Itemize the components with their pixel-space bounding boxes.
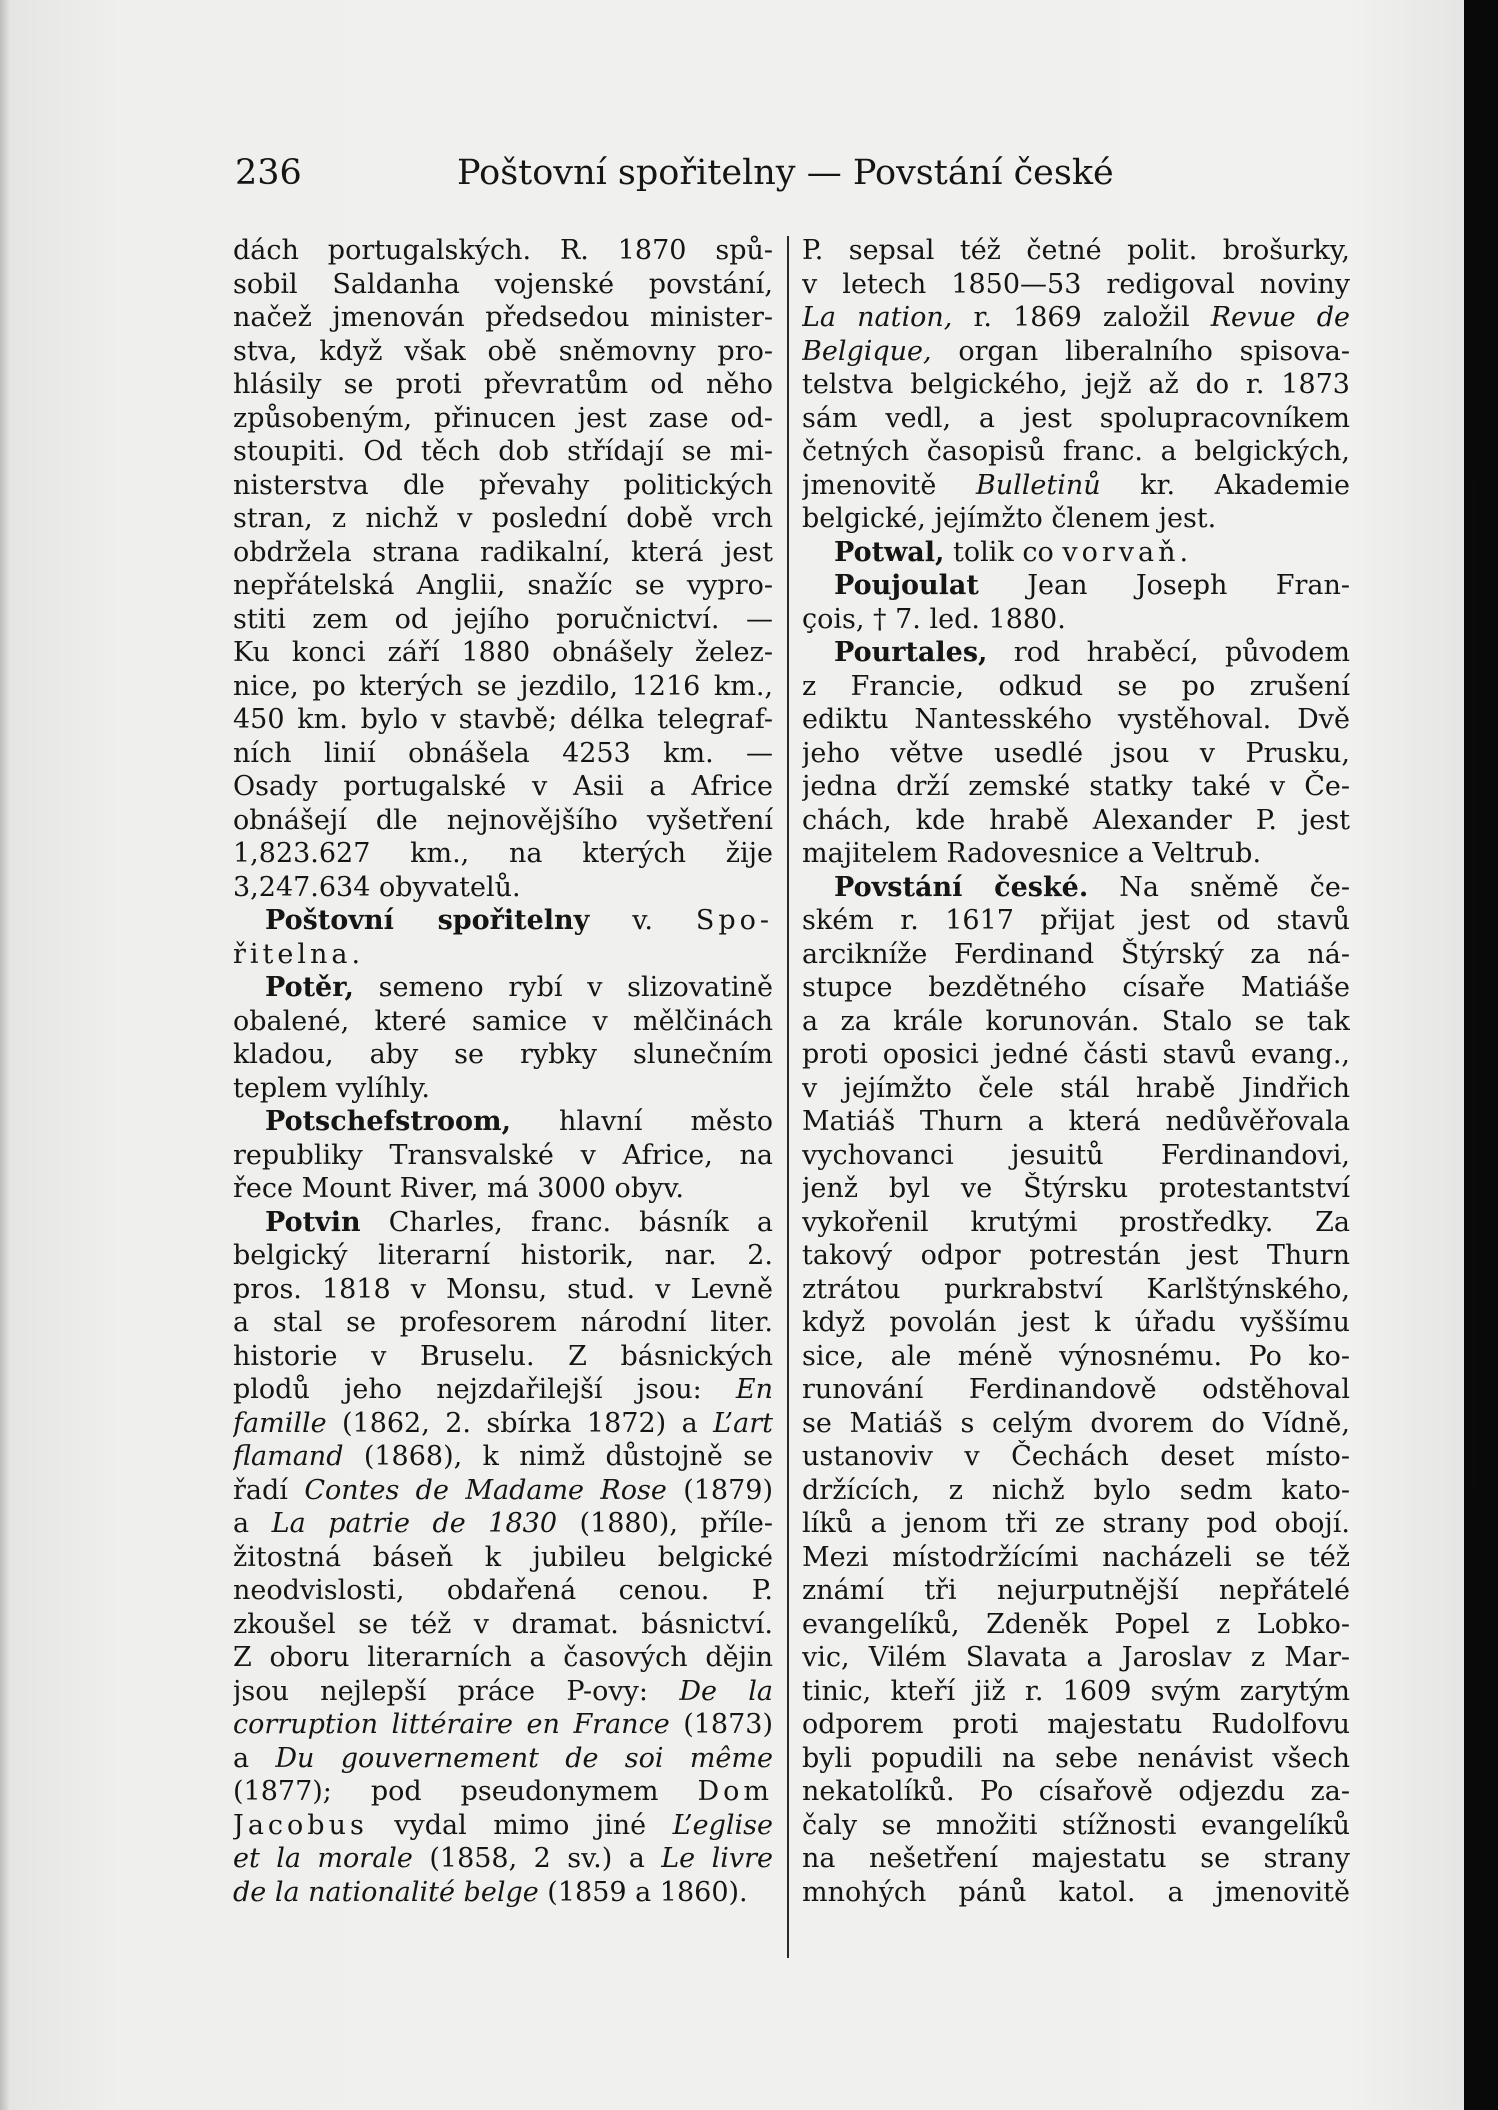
text-segment: Spo- <box>695 905 773 936</box>
text-segment: stva, když však obě sněmovny pro- <box>233 335 773 367</box>
text-segment: tinic, kteří již r. 1609 svým zarytým <box>802 1675 1350 1707</box>
text-segment: runování Ferdinandově odstěhoval <box>802 1374 1350 1405</box>
text-segment: nisterstva dle převahy politických <box>233 469 773 501</box>
text-segment: odporem proti majestatu Rudolfovu <box>802 1709 1350 1740</box>
text-segment: ediktu Nantesského vystěhoval. Dvě <box>802 704 1350 735</box>
entry-headword: Poštovní spořitelny <box>265 905 590 936</box>
text-line <box>802 737 1350 771</box>
right-column <box>802 234 1350 1909</box>
text-line <box>233 1541 773 1575</box>
text-line <box>233 1206 773 1240</box>
text-line <box>233 1273 773 1307</box>
text-line <box>802 1507 1350 1541</box>
text-segment: Charles, franc. básník a <box>360 1206 773 1238</box>
text-line <box>233 234 773 268</box>
text-line <box>802 971 1350 1005</box>
text-segment: ském r. 1617 přijat jest od stavů <box>802 905 1350 936</box>
text-segment: stran, z nichž v poslední době vrch <box>233 503 773 534</box>
text-line <box>233 1005 773 1039</box>
entry-headword: Potschefstroom, <box>265 1106 512 1137</box>
text-line <box>802 1541 1350 1575</box>
text-segment: tolik co <box>944 536 1063 568</box>
text-line <box>802 268 1350 302</box>
text-segment: jenž byl ve Štýrsku protestantství <box>802 1173 1350 1204</box>
text-line <box>233 636 773 670</box>
text-line <box>233 469 773 503</box>
text-segment: v. <box>589 905 696 936</box>
text-segment: proti oposici jedné části stavů evang., <box>802 1039 1350 1070</box>
text-segment: belgické, jejímžto členem jest. <box>802 503 1217 534</box>
text-segment: teplem vylíhly. <box>233 1072 430 1104</box>
text-line <box>233 904 773 938</box>
text-segment: Revue de <box>1210 302 1350 333</box>
text-line <box>802 335 1350 369</box>
text-line <box>233 368 773 402</box>
text-line <box>233 837 773 871</box>
text-segment: republiky Transvalské v Africe, na <box>233 1139 773 1171</box>
scan-border-right <box>1464 0 1498 2110</box>
text-line <box>802 1005 1350 1039</box>
text-segment: vychovanci jesuitů Ferdinandovi, <box>802 1139 1350 1171</box>
text-segment: plodů jeho nejzdařilejší jsou: <box>233 1374 736 1405</box>
text-line <box>802 636 1350 670</box>
text-segment: Bulletinů <box>975 469 1101 501</box>
text-segment: držících, z nichž bylo sedm kato- <box>802 1474 1350 1506</box>
text-segment: (1873) <box>669 1709 773 1740</box>
text-segment: sobil Saldanha vojenské povstání, <box>233 268 773 300</box>
text-segment: Belgique, <box>802 335 932 367</box>
text-line <box>802 1608 1350 1642</box>
text-segment: způsobeným, přinucen jest zase od- <box>233 402 773 434</box>
text-line <box>802 1273 1350 1307</box>
text-segment: (1879) <box>666 1474 773 1506</box>
text-line <box>233 268 773 302</box>
text-segment: (1858, 2 sv.) a <box>412 1843 662 1874</box>
text-line <box>233 502 773 536</box>
text-segment: hlásily se proti převratům od něho <box>233 369 773 400</box>
text-line <box>233 402 773 436</box>
text-segment: v letech 1850—53 redigoval noviny <box>802 268 1350 300</box>
text-segment: çois, † 7. led. 1880. <box>802 603 1066 635</box>
text-line <box>233 1742 773 1776</box>
text-segment: obnášejí dle nejnovějšího vyšetření <box>233 804 773 836</box>
text-segment: obdržela strana radikalní, která jest <box>233 536 773 568</box>
text-line <box>233 1608 773 1642</box>
text-line <box>233 737 773 771</box>
text-line <box>233 1440 773 1474</box>
text-line <box>802 703 1350 737</box>
entry-headword: Potwal, <box>834 536 945 568</box>
text-line <box>233 871 773 905</box>
text-segment: L’art <box>713 1407 773 1439</box>
text-segment: stupce bezdětného císaře Matiáše <box>802 972 1350 1003</box>
text-line <box>233 1675 773 1709</box>
text-line <box>233 301 773 335</box>
text-line <box>802 1641 1350 1675</box>
text-line <box>233 1641 773 1675</box>
text-line <box>233 1574 773 1608</box>
text-segment: Osady portugalské v Asii a Africe <box>233 771 773 802</box>
text-line <box>233 1340 773 1374</box>
text-segment: Ku konci září 1880 obnášely želez- <box>233 637 773 668</box>
text-segment: sice, ale méně výnosnému. Po ko- <box>802 1340 1350 1372</box>
text-segment: semeno rybí v slizovatině <box>353 972 773 1003</box>
text-segment: de la nationalité belge <box>233 1876 539 1908</box>
text-line <box>802 1574 1350 1608</box>
text-segment: na nešetření majestatu se strany <box>802 1843 1350 1874</box>
text-segment: De la <box>679 1675 773 1707</box>
text-segment: telstva belgického, jejž až do r. 1873 <box>802 369 1350 400</box>
text-segment: flamand <box>233 1441 344 1472</box>
text-segment: se Matiáš s celým dvorem do Vídně, <box>802 1407 1350 1439</box>
text-segment: Dom <box>697 1776 773 1807</box>
text-line <box>233 1072 773 1106</box>
text-line <box>802 569 1350 603</box>
text-line <box>802 1708 1350 1742</box>
text-segment: La nation, <box>802 302 953 333</box>
text-line <box>233 1809 773 1843</box>
entry-headword: Poujoulat <box>834 570 979 601</box>
text-segment: pros. 1818 v Monsu, stud. v Levně <box>233 1273 773 1305</box>
text-segment: známí tři nejurputnější nepřátelé <box>802 1575 1350 1606</box>
text-segment: kr. Akademie <box>1100 469 1350 501</box>
text-line <box>802 1675 1350 1709</box>
text-line <box>233 804 773 838</box>
text-segment: vic, Vilém Slavata a Jaroslav z Mar- <box>802 1642 1350 1673</box>
text-line <box>802 234 1350 268</box>
text-segment: (1877); pod pseudonymem <box>233 1776 698 1807</box>
text-segment: načež jmenován předsedou minister- <box>233 302 773 333</box>
text-segment: jmenovitě <box>802 469 976 501</box>
text-segment: jsou nejlepší práce P-ovy: <box>233 1675 680 1707</box>
text-segment: žitostná báseň k jubileu belgické <box>233 1541 773 1573</box>
text-segment: a <box>233 1742 276 1774</box>
text-line <box>233 335 773 369</box>
text-line <box>802 1306 1350 1340</box>
text-segment: L’eglise <box>672 1809 773 1841</box>
text-segment: Le livre <box>661 1843 773 1874</box>
text-line <box>233 1306 773 1340</box>
text-line <box>802 1440 1350 1474</box>
text-line <box>233 1775 773 1809</box>
text-segment: organ liberalního spisova- <box>931 335 1350 367</box>
text-line <box>233 1172 773 1206</box>
text-segment: kladou, aby se rybky slunečním <box>233 1039 773 1070</box>
left-column <box>233 234 773 1909</box>
text-line <box>802 301 1350 335</box>
text-segment: hlavní město <box>511 1106 773 1137</box>
text-segment: řadí <box>233 1474 305 1506</box>
text-segment: řece Mount River, má 3000 obyv. <box>233 1173 684 1204</box>
text-line <box>802 770 1350 804</box>
text-line <box>802 1038 1350 1072</box>
text-line <box>802 502 1350 536</box>
text-segment: takový odpor potrestán jest Thurn <box>802 1240 1350 1271</box>
text-line <box>233 1474 773 1508</box>
text-line <box>233 536 773 570</box>
text-line <box>233 670 773 704</box>
margin-pen-mark <box>1472 480 1476 1490</box>
text-line <box>802 938 1350 972</box>
text-line <box>233 770 773 804</box>
text-segment: z Francie, odkud se po zrušení <box>802 670 1350 702</box>
text-segment: En <box>735 1374 773 1405</box>
text-segment: sám vedl, a jest spolupracovníkem <box>802 402 1350 434</box>
text-line <box>802 1809 1350 1843</box>
text-line <box>233 1105 773 1139</box>
text-segment: a stal se profesorem národní liter. <box>233 1307 773 1338</box>
text-segment: Na sněmě če- <box>1088 871 1350 903</box>
text-segment: belgický literarní historik, nar. 2. <box>233 1240 773 1271</box>
text-segment: neodvislosti, obdařená cenou. P. <box>233 1575 773 1606</box>
text-segment: majitelem Radovesnice a Veltrub. <box>802 838 1262 869</box>
text-segment: ních linií obnášela 4253 km. — <box>233 737 773 769</box>
text-line <box>233 703 773 737</box>
page-header <box>235 148 1155 198</box>
text-segment: vydal mimo jiné <box>367 1809 673 1841</box>
text-segment: P. sepsal též četné polit. brošurky, <box>802 235 1350 266</box>
text-segment: 450 km. bylo v stavbě; délka telegraf- <box>233 704 773 735</box>
text-segment: (1880), příle- <box>557 1508 773 1539</box>
text-line <box>233 971 773 1005</box>
text-line <box>802 1072 1350 1106</box>
text-line <box>802 1775 1350 1809</box>
entry-headword: Potvin <box>265 1206 361 1238</box>
text-line <box>802 1474 1350 1508</box>
text-segment: et la morale <box>233 1843 413 1874</box>
text-line <box>233 1507 773 1541</box>
text-line <box>802 435 1350 469</box>
text-segment: nepřátelská Anglii, snažíc se vypro- <box>233 570 773 601</box>
text-line <box>802 1407 1350 1441</box>
page-number: 236 <box>235 153 302 193</box>
text-line <box>802 1139 1350 1173</box>
text-segment: jedna drží zemské statky také v Če- <box>802 771 1350 802</box>
text-segment: nice, po kterých se jezdilo, 1216 km., <box>233 670 773 702</box>
text-line <box>233 1373 773 1407</box>
text-line <box>802 1105 1350 1139</box>
text-segment: r. 1869 založil <box>952 302 1211 333</box>
text-segment: Contes de Madame Rose <box>304 1474 667 1506</box>
text-segment: zkoušel se též v dramat. básnictví. <box>233 1608 773 1640</box>
text-segment: a <box>233 1508 272 1539</box>
text-line <box>802 904 1350 938</box>
text-line <box>802 1742 1350 1776</box>
text-line <box>802 368 1350 402</box>
running-title: Poštovní spořitelny — Povstání české <box>457 153 1114 193</box>
text-segment: ztrátou purkrabství Karlštýnského, <box>802 1273 1350 1305</box>
text-line <box>802 603 1350 637</box>
text-segment: arcikníže Ferdinand Štýrský za ná- <box>802 938 1350 970</box>
text-segment: v jejímžto čele stál hrabě Jindřich <box>802 1072 1350 1104</box>
text-line <box>802 1842 1350 1876</box>
text-segment: chách, kde hrabě Alexander P. jest <box>802 804 1350 836</box>
text-line <box>233 1876 773 1910</box>
text-line <box>233 1407 773 1441</box>
text-segment: La patrie de 1830 <box>271 1508 557 1539</box>
text-line <box>802 1239 1350 1273</box>
text-line <box>802 536 1350 570</box>
text-segment: jeho větve usedlé jsou v Prusku, <box>802 737 1350 769</box>
text-line <box>802 804 1350 838</box>
text-segment: 1,823.627 km., na kterých žije <box>233 838 773 869</box>
text-segment: 3,247.634 obyvatelů. <box>233 871 521 903</box>
text-segment: (1859 a 1860). <box>538 1876 748 1908</box>
text-segment: vorvaň. <box>1062 536 1193 568</box>
text-line <box>802 402 1350 436</box>
text-segment: když povolán jest k úřadu vyššímu <box>802 1307 1350 1338</box>
text-segment: čaly se množiti stížnosti evangelíků <box>802 1809 1350 1841</box>
text-line <box>802 1876 1350 1910</box>
text-segment: Jacobus <box>233 1809 368 1841</box>
text-segment: četných časopisů franc. a belgických, <box>802 436 1350 467</box>
text-segment: rod hraběcí, původem <box>987 637 1350 668</box>
text-line <box>802 871 1350 905</box>
text-segment: dách portugalských. R. 1870 spů- <box>233 235 773 266</box>
text-segment: a za krále korunován. Stalo se tak <box>802 1005 1350 1037</box>
text-line <box>802 670 1350 704</box>
text-segment: corruption littéraire en France <box>233 1709 670 1740</box>
entry-headword: Potěr, <box>265 972 354 1003</box>
text-line <box>233 435 773 469</box>
text-segment: Jean Joseph Fran- <box>978 570 1350 601</box>
text-segment: evangelíků, Zdeněk Popel z Lobko- <box>802 1608 1350 1640</box>
text-line <box>233 1842 773 1876</box>
text-segment: líků a jenom tři ze strany pod obojí. <box>802 1508 1350 1539</box>
text-line <box>802 837 1350 871</box>
text-line <box>802 1340 1350 1374</box>
text-line <box>233 938 773 972</box>
text-segment: byli popudili na sebe nenávist všech <box>802 1742 1350 1774</box>
page-shadow-left <box>0 0 10 2110</box>
text-segment: nekatolíků. Po císařově odjezdu za- <box>802 1776 1350 1807</box>
text-segment: stoupiti. Od těch dob střídají se mi- <box>233 436 773 467</box>
text-line <box>233 1239 773 1273</box>
text-segment: Du gouvernement de soi même <box>275 1742 773 1774</box>
text-segment: historie v Bruselu. Z básnických <box>233 1340 773 1372</box>
text-segment: obalené, které samice v mělčinách <box>233 1005 773 1037</box>
text-segment: mnohých pánů katol. a jmenovitě <box>802 1876 1350 1908</box>
text-line <box>802 1206 1350 1240</box>
text-line <box>233 1139 773 1173</box>
text-line <box>233 603 773 637</box>
text-segment: stiti zem od jejího poručnictví. — <box>233 603 773 635</box>
text-line <box>233 1708 773 1742</box>
entry-headword: Povstání české. <box>834 871 1089 903</box>
text-line <box>233 569 773 603</box>
text-segment: řitelna. <box>233 938 365 970</box>
text-segment: vykořenil krutými prostředky. Za <box>802 1206 1350 1238</box>
text-line <box>233 1038 773 1072</box>
text-segment: Mezi místodržícími nacházeli se též <box>802 1541 1350 1573</box>
text-segment: famille <box>233 1407 327 1439</box>
text-line <box>802 1172 1350 1206</box>
entry-headword: Pourtales, <box>834 637 988 668</box>
text-line <box>802 469 1350 503</box>
text-line <box>802 1373 1350 1407</box>
column-divider <box>787 236 789 1958</box>
text-segment: (1868), k nimž důstojně se <box>343 1441 773 1472</box>
text-segment: Z oboru literarních a časových dějin <box>233 1642 773 1673</box>
text-segment: Matiáš Thurn a která nedůvěřovala <box>802 1106 1350 1137</box>
text-segment: ustanoviv v Čechách deset místo- <box>802 1441 1350 1472</box>
text-segment: (1862, 2. sbírka 1872) a <box>326 1407 714 1439</box>
